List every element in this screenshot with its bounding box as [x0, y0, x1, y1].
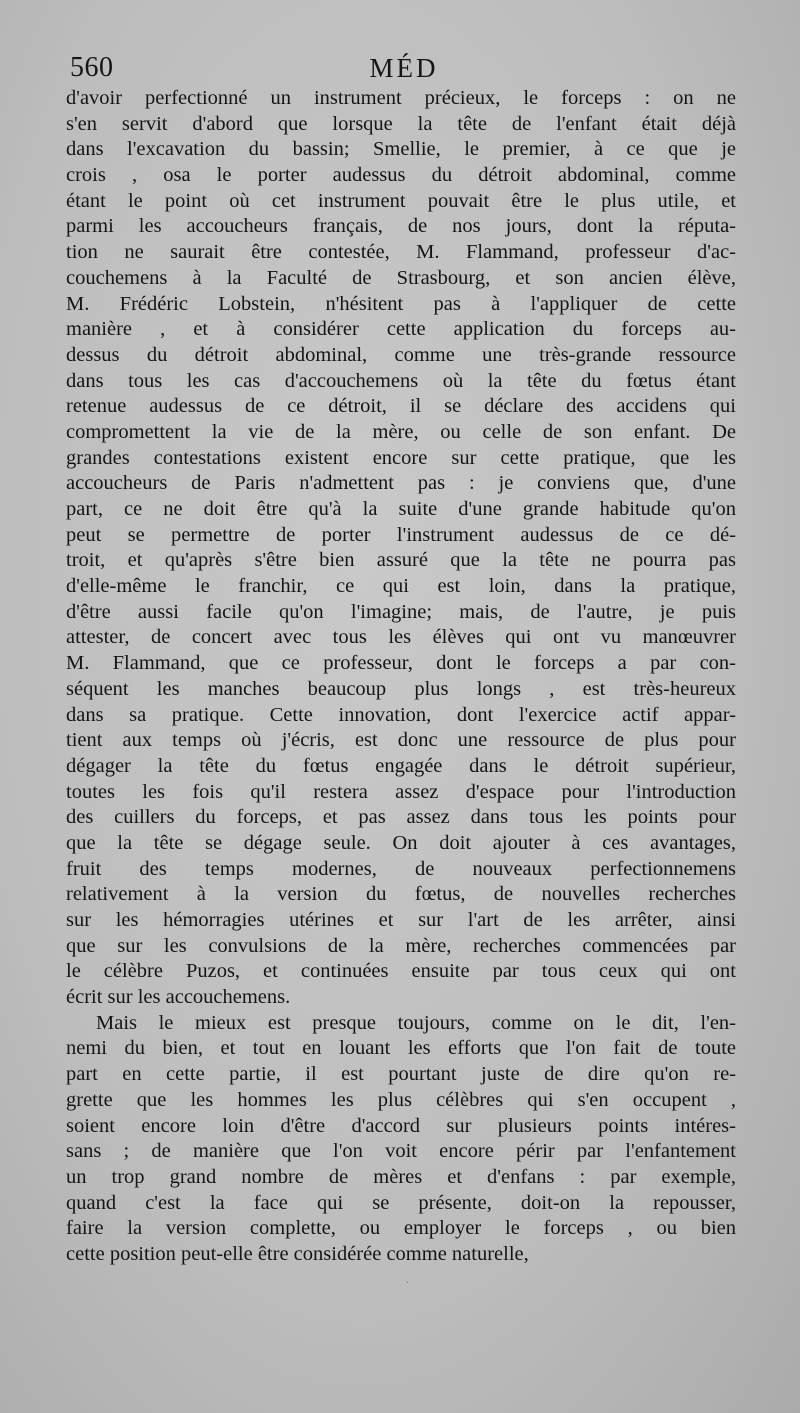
text-line: soient encore loin d'être d'accord sur plusieurs points intéres- — [66, 1114, 736, 1137]
body-text — [66, 86, 736, 1268]
text-line: d'être aussi facile qu'on l'imagine; mais, de l'autre, je puis — [66, 600, 736, 623]
text-line: troit, et qu'après s'être bien assuré que la tête ne pourra pas — [66, 549, 736, 572]
text-line: crois , osa le porter audessus du détroit abdominal, comme — [66, 164, 736, 187]
text-line: des cuillers du forceps, et pas assez dans tous les points pour — [66, 806, 736, 829]
text-line: tion ne saurait être contestée, M. Flammand, professeur d'ac- — [66, 241, 736, 264]
text-line: part, ce ne doit être qu'à la suite d'une grande habitude qu'on — [66, 498, 736, 520]
page-number: 560 — [70, 52, 114, 83]
text-line: relativement à la version du fœtus, de nouvelles recherches — [66, 883, 736, 906]
text-line: dans sa pratique. Cette innovation, dont l'exercice actif appar- — [66, 703, 736, 726]
text-line: séquent les manches beaucoup plus longs , est très-heureux — [66, 677, 736, 700]
text-line: retenue audessus de ce détroit, il se déclare des accidens qui — [66, 395, 736, 418]
faint-mark: · — [405, 1276, 410, 1291]
text-line: compromettent la vie de la mère, ou celle de son enfant. De — [66, 420, 736, 443]
text-line: cette position peut-elle être considérée comme naturelle, — [66, 1242, 529, 1265]
text-line: s'en servit d'abord que lorsque la tête de l'enfant était déjà — [66, 112, 736, 135]
text-line: attester, de concert avec tous les élèves qui ont vu manœuvrer — [66, 626, 736, 649]
text-line: faire la version complette, ou employer le forceps , ou bien — [66, 1217, 736, 1240]
text-line: dans l'excavation du bassin; Smellie, le premier, à ce que je — [66, 138, 736, 161]
text-line: M. Frédéric Lobstein, n'hésitent pas à l'appliquer de cette — [66, 292, 736, 315]
text-line: dessus du détroit abdominal, comme une très-grande ressource — [66, 343, 736, 366]
text-line: couchemens à la Faculté de Strasbourg, et son ancien élève, — [66, 266, 736, 289]
paragraph — [66, 1011, 736, 1268]
text-line: grandes contestations existent encore sur cette pratique, que les — [66, 446, 736, 469]
text-line: étant le point où cet instrument pouvait être le plus utile, et — [66, 189, 736, 212]
page-header — [70, 48, 738, 88]
text-line: fruit des temps modernes, de nouveaux perfectionnemens — [66, 857, 736, 880]
text-line: manière , et à considérer cette application du forceps au- — [66, 318, 736, 341]
text-line: accoucheurs de Paris n'admettent pas : je conviens que, d'une — [66, 472, 736, 495]
paragraph — [66, 86, 736, 1011]
text-line: grette que les hommes les plus célèbres qui s'en occupent , — [66, 1088, 736, 1111]
text-line: quand c'est la face qui se présente, doit-on la repousser, — [66, 1191, 736, 1214]
text-line: M. Flammand, que ce professeur, dont le forceps a par con- — [66, 652, 736, 675]
text-line: d'avoir perfectionné un instrument précieux, le forceps : on ne — [66, 87, 736, 109]
text-line: dans tous les cas d'accouchemens où la tête du fœtus étant — [66, 369, 736, 392]
text-line: parmi les accoucheurs français, de nos jours, dont la réputa- — [66, 215, 736, 238]
text-line: toutes les fois qu'il restera assez d'espace pour l'introduction — [66, 780, 736, 803]
text-line: peut se permettre de porter l'instrument audessus de ce dé- — [66, 523, 736, 546]
text-line: part en cette partie, il est pourtant juste de dire qu'on re- — [66, 1063, 736, 1086]
text-line: Mais le mieux est presque toujours, comme on le dit, l'en- — [96, 1011, 736, 1034]
text-line: sans ; de manière que l'on voit encore périr par l'enfantement — [66, 1140, 736, 1163]
text-line: dégager la tête du fœtus engagée dans le détroit supérieur, — [66, 754, 736, 777]
text-line: d'elle-même le franchir, ce qui est loin, dans la pratique, — [66, 575, 736, 598]
text-line: écrit sur les accouchemens. — [66, 986, 291, 1009]
text-line: sur les hémorragies utérines et sur l'art de les arrêter, ainsi — [66, 909, 736, 931]
text-line: tient aux temps où j'écris, est donc une ressource de plus pour — [66, 729, 736, 752]
running-head: MÉD — [369, 53, 439, 83]
text-line: un trop grand nombre de mères et d'enfans : par exemple, — [66, 1165, 736, 1188]
text-line: le célèbre Puzos, et continuées ensuite par tous ceux qui ont — [66, 960, 736, 983]
text-line: nemi du bien, et tout en louant les efforts que l'on fait de toute — [66, 1037, 736, 1060]
text-line: que la tête se dégage seule. On doit ajouter à ces avantages, — [66, 831, 736, 854]
text-line: que sur les convulsions de la mère, recherches commencées par — [66, 934, 736, 957]
